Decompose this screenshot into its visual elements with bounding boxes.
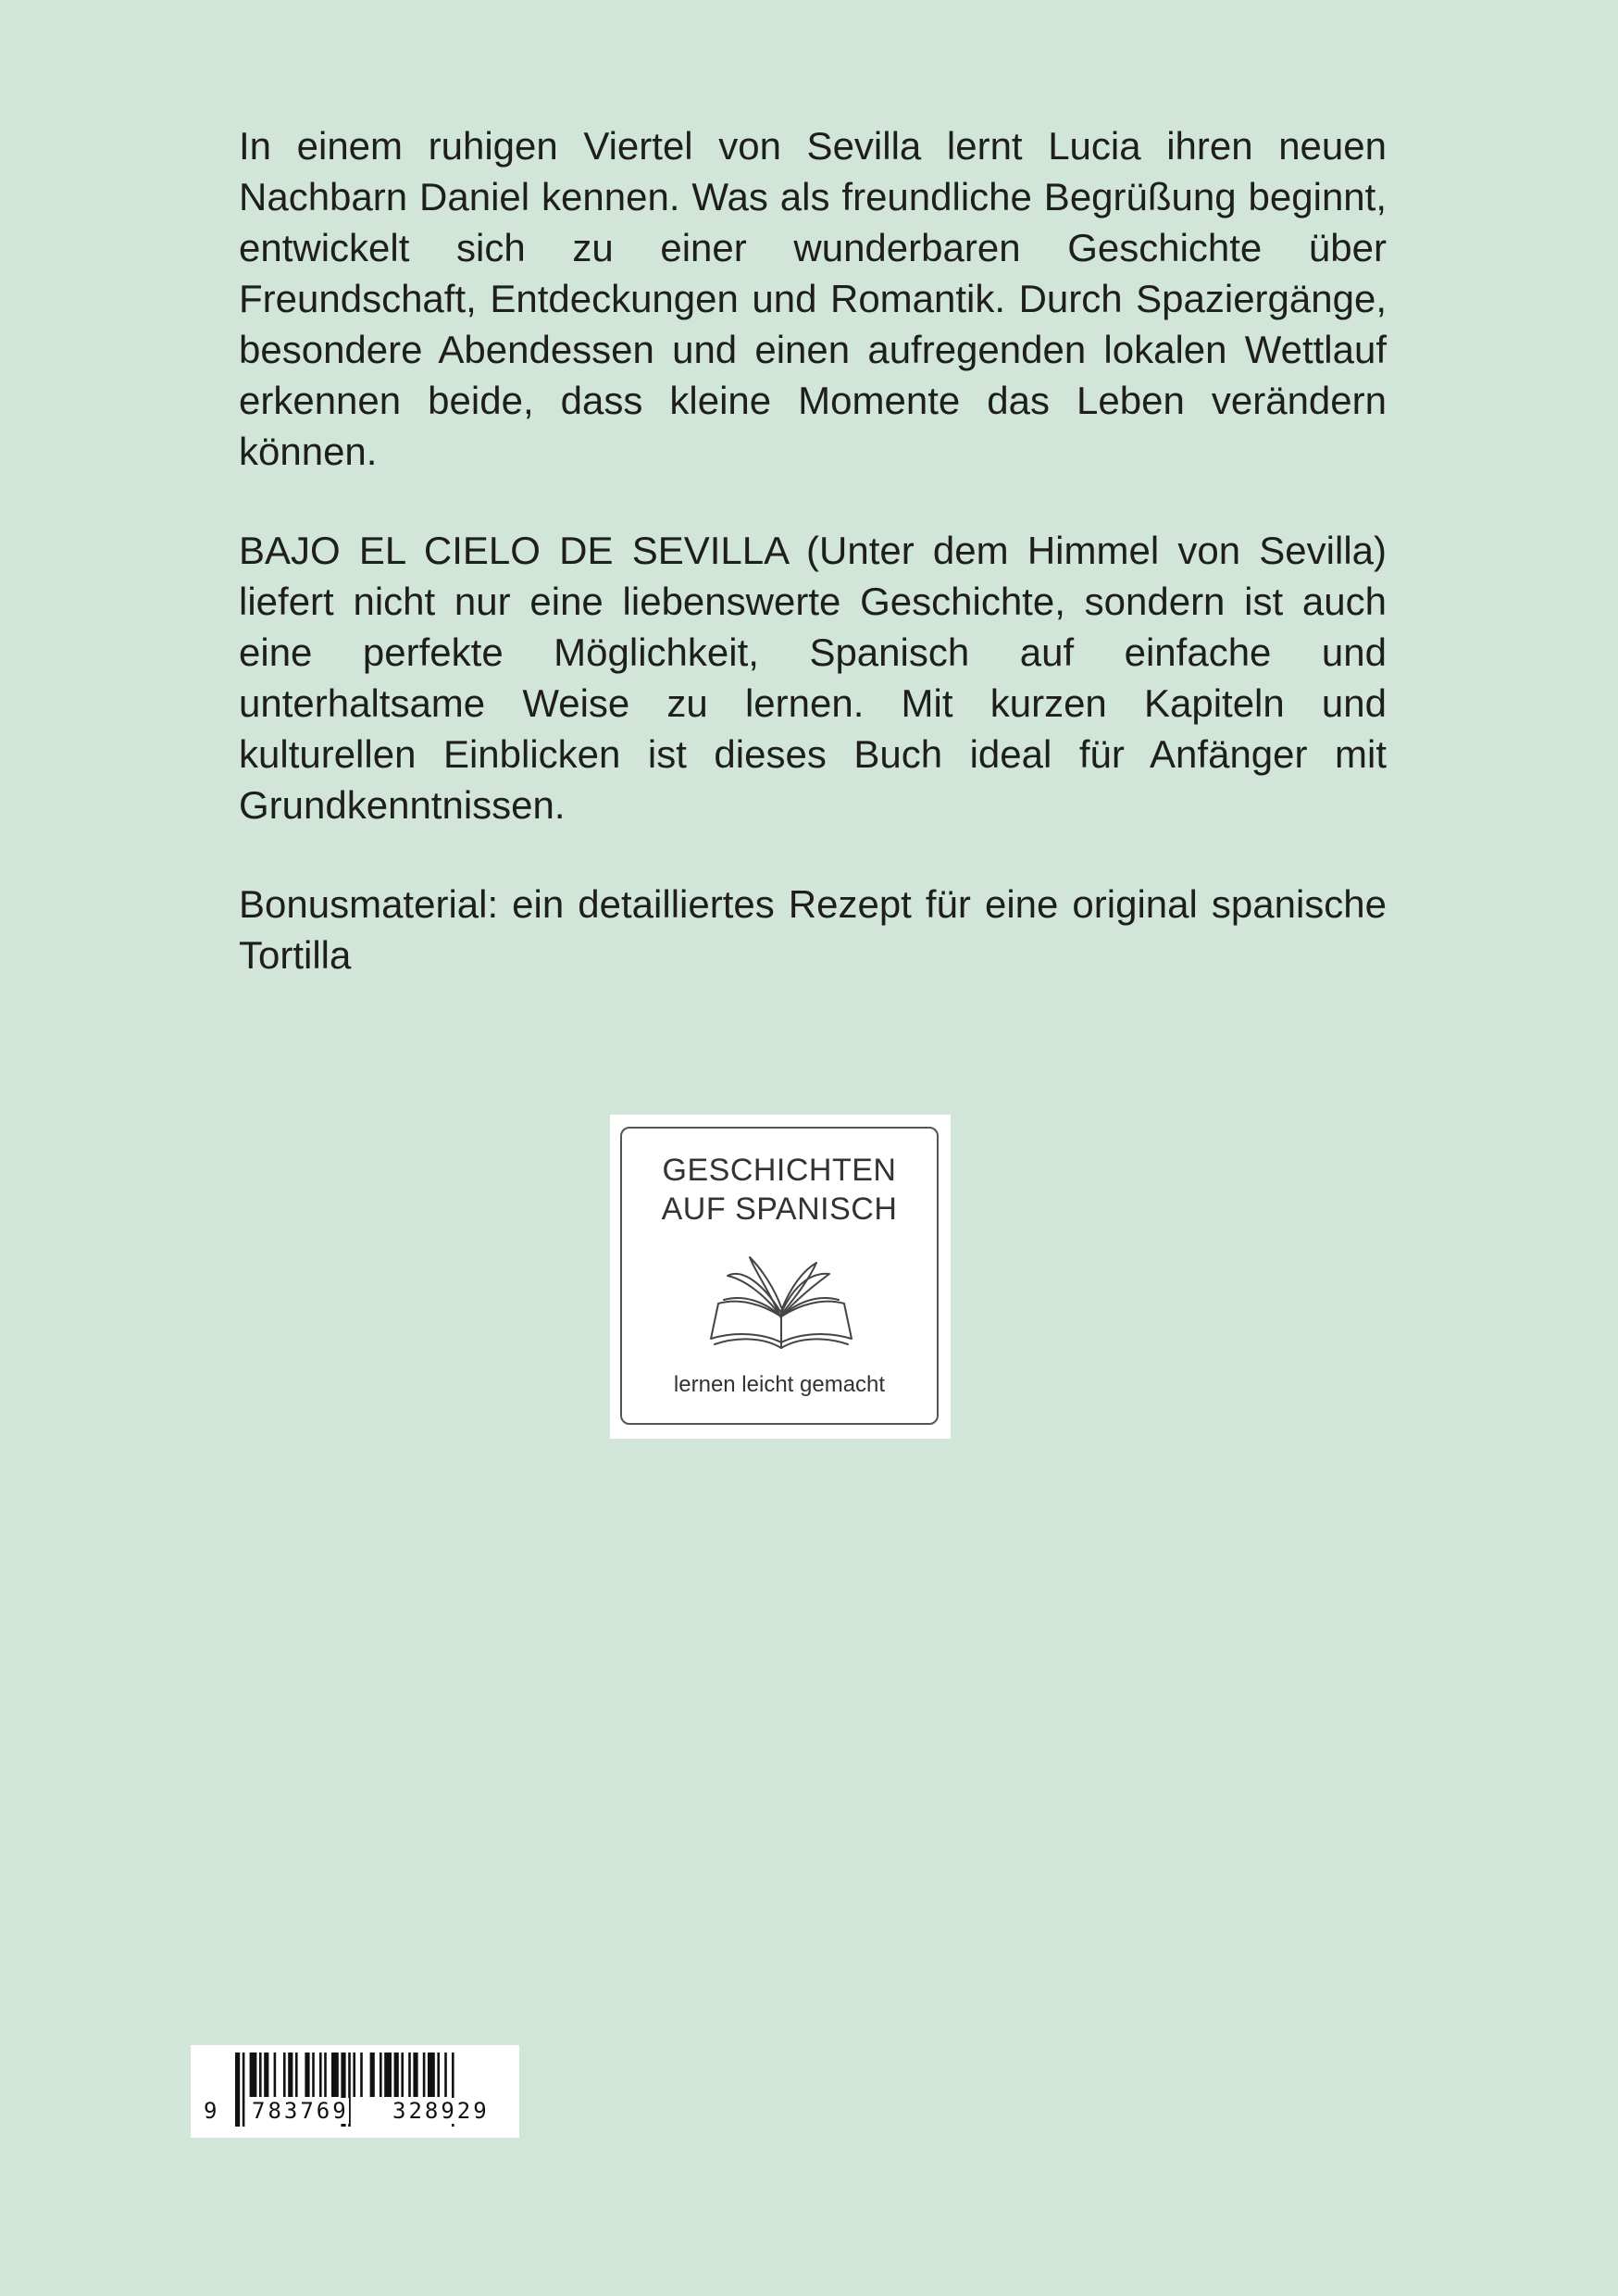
barcode-bar (305, 2053, 309, 2097)
barcode-bar (380, 2053, 382, 2097)
barcode-bar (428, 2053, 435, 2097)
barcode-bar (243, 2053, 245, 2127)
barcode-bar (259, 2053, 262, 2097)
barcode-bar (413, 2053, 417, 2097)
series-logo-title-line1: GESCHICHTEN (662, 1153, 897, 1188)
series-logo (610, 1115, 951, 1439)
barcode-bar (324, 2053, 327, 2097)
isbn-barcode (191, 2045, 519, 2138)
barcode-bar (274, 2053, 277, 2097)
back-cover-blurb (239, 120, 1387, 1029)
barcode-bar (394, 2053, 399, 2097)
barcode-digits-left: 783769 (252, 2098, 349, 2124)
barcode-bar (331, 2053, 339, 2097)
barcode-bar (401, 2053, 404, 2097)
barcode-bar (283, 2053, 286, 2097)
open-book-icon (707, 1252, 855, 1354)
barcode-bar (423, 2053, 426, 2097)
blurb-paragraph-bonus: Bonusmaterial: ein detailliertes Rezept für eine original spanische Tortilla (239, 882, 1387, 977)
barcode-bar (264, 2053, 268, 2097)
barcode-bar (437, 2053, 440, 2097)
blurb-paragraph-story: In einem ruhigen Viertel von Sevilla lernt Lucia ihren neuen Nachbarn Daniel kennen. Was als freundliche Begrüßung beginnt, entwickelt sich zu einer wunderbaren Geschichte über Freundschaft, Entdeckungen und Romantik. Durch Spaziergänge, besondere Abendessen und einen aufregenden lokalen Wettlauf erkennen beide, dass kleine Momente das Leben verändern können. (239, 124, 1387, 473)
barcode-bar (370, 2053, 375, 2097)
barcode-bar (312, 2053, 315, 2097)
series-logo-title (622, 1151, 937, 1229)
barcode-bar (384, 2053, 392, 2097)
barcode-bar (360, 2053, 363, 2097)
barcode-digits-right: 328929 (392, 2098, 490, 2124)
barcode-bars (191, 2045, 519, 2138)
series-logo-tagline: lernen leicht gemacht (673, 1372, 886, 1397)
barcode-bar (353, 2053, 355, 2097)
barcode-prefix-digit: 9 (204, 2098, 220, 2124)
barcode-bar (295, 2053, 298, 2097)
barcode-bar (235, 2053, 240, 2127)
series-logo-title-line2: AUF SPANISCH (661, 1192, 898, 1227)
barcode-bar (408, 2053, 411, 2097)
barcode-bar (444, 2053, 447, 2097)
barcode-bar (250, 2053, 257, 2097)
barcode-bar (319, 2053, 322, 2097)
barcode-bar (288, 2053, 292, 2097)
blurb-paragraph-learning: BAJO EL CIELO DE SEVILLA (Unter dem Himmel von Sevilla) liefert nicht nur eine liebenswerte Geschichte, sondern ist auch eine perfekte Möglichkeit, Spanisch auf einfache und unterhaltsame Weise zu lernen. Mit kurzen Kapiteln und kulturellen Einblicken ist dieses Buch ideal für Anfänger mit Grundkenntnissen. (239, 529, 1387, 827)
series-logo-frame (620, 1127, 939, 1425)
